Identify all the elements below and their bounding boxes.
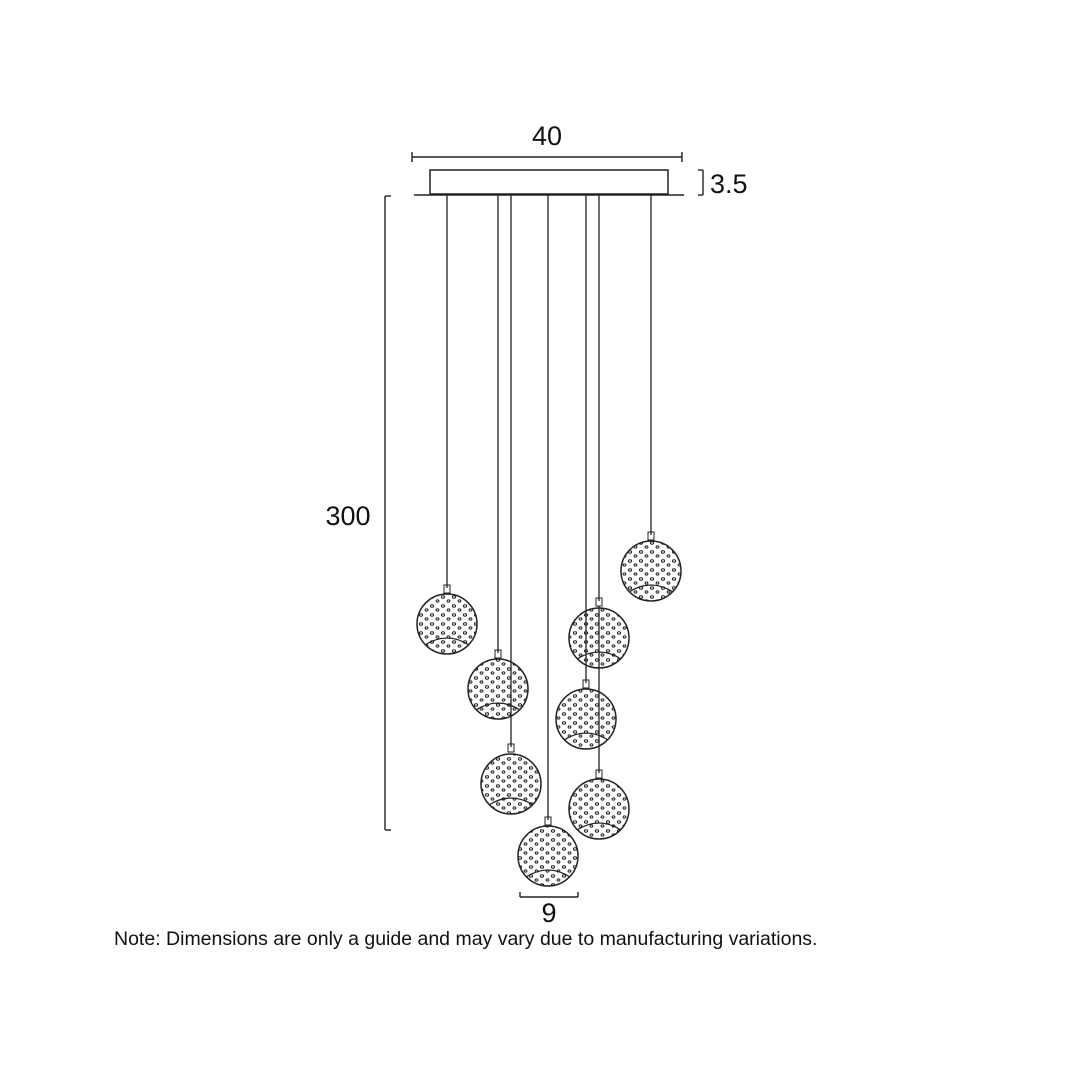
width-dimension: [412, 121, 682, 162]
drop-dimension: [325, 196, 391, 830]
canopy-height-label: 3.5: [710, 169, 748, 199]
shade-diameter-dimension: [520, 892, 578, 928]
shade-diameter-label: 9: [541, 898, 557, 928]
pendant: [468, 195, 528, 719]
pendant: [569, 195, 629, 668]
pendants: [417, 195, 681, 886]
pendant: [417, 195, 477, 654]
pendant: [481, 195, 541, 814]
drop-label: 300: [325, 501, 371, 531]
width-label: 40: [531, 121, 563, 151]
canopy: [414, 170, 684, 195]
disclaimer-note: Note: Dimensions are only a guide and may vary due to manufacturing variations.: [114, 928, 818, 950]
canopy-height-dimension: [698, 169, 748, 199]
pendant: [621, 195, 681, 601]
